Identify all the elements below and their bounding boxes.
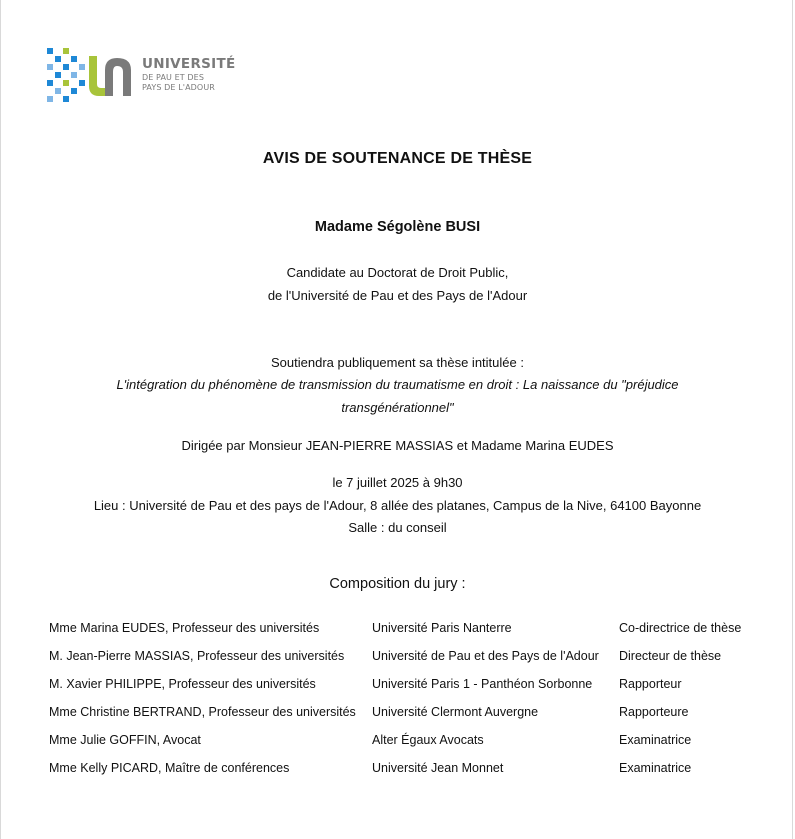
jury-member-role: Co-directrice de thèse bbox=[619, 621, 742, 635]
logo-line2: DE PAU ET DES bbox=[142, 72, 205, 82]
jury-row bbox=[1, 649, 794, 665]
jury-member-role: Rapporteur bbox=[619, 677, 682, 691]
jury-member-university: Université Clermont Auvergne bbox=[372, 705, 539, 719]
jury-member-name: M. Jean-Pierre MASSIAS, Professeur des universités bbox=[49, 649, 345, 663]
jury-row bbox=[1, 761, 794, 777]
logo-mark-icon bbox=[47, 46, 142, 108]
jury-row bbox=[1, 733, 794, 749]
logo-line3: PAYS DE L'ADOUR bbox=[142, 82, 215, 92]
thesis-title-line1: L'intégration du phénomène de transmission du traumatisme en droit : La naissance du "préjudice bbox=[116, 377, 679, 392]
candidate-status-line1: Candidate au Doctorat de Droit Public, bbox=[286, 265, 509, 280]
jury-member-name: M. Xavier PHILIPPE, Professeur des universités bbox=[49, 677, 316, 691]
supervisors: Dirigée par Monsieur JEAN-PIERRE MASSIAS et Madame Marina EUDES bbox=[181, 438, 614, 453]
notice-title: AVIS DE SOUTENANCE DE THÈSE bbox=[262, 150, 533, 167]
logo-line1: UNIVERSITÉ bbox=[142, 56, 236, 72]
thesis-title-line2: transgénérationnel" bbox=[341, 400, 454, 415]
jury-member-university: Université de Pau et des Pays de l'Adour bbox=[372, 649, 599, 663]
jury-member-name: Mme Marina EUDES, Professeur des universités bbox=[49, 621, 320, 635]
jury-row bbox=[1, 705, 794, 721]
jury-member-university: Université Jean Monnet bbox=[372, 761, 504, 775]
jury-member-university: Université Paris Nanterre bbox=[372, 621, 512, 635]
candidate-name: Madame Ségolène BUSI bbox=[314, 219, 481, 235]
jury-member-role: Directeur de thèse bbox=[619, 649, 722, 663]
jury-member-name: Mme Christine BERTRAND, Professeur des universités bbox=[49, 705, 356, 719]
defense-date: le 7 juillet 2025 à 9h30 bbox=[332, 475, 463, 490]
defense-location: Lieu : Université de Pau et des pays de l'Adour, 8 allée des platanes, Campus de la Nive, 64100 Bayonne bbox=[93, 498, 702, 513]
jury-member-university: Alter Égaux Avocats bbox=[372, 733, 484, 747]
university-logo bbox=[47, 46, 236, 108]
jury-member-name: Mme Julie GOFFIN, Avocat bbox=[49, 733, 201, 747]
candidate-status-line2: de l'Université de Pau et des Pays de l'Adour bbox=[267, 288, 528, 303]
thesis-intro: Soutiendra publiquement sa thèse intitulée : bbox=[271, 355, 524, 370]
jury-member-university: Université Paris 1 - Panthéon Sorbonne bbox=[372, 677, 593, 691]
jury-member-role: Examinatrice bbox=[619, 761, 692, 775]
jury-row bbox=[1, 621, 794, 637]
jury-member-role: Examinatrice bbox=[619, 733, 692, 747]
jury-member-name: Mme Kelly PICARD, Maître de conférences bbox=[49, 761, 290, 775]
logo-wordmark bbox=[142, 58, 236, 92]
jury-title: Composition du jury : bbox=[329, 576, 466, 592]
jury-row bbox=[1, 677, 794, 693]
defense-room: Salle : du conseil bbox=[348, 520, 447, 535]
jury-member-role: Rapporteure bbox=[619, 705, 689, 719]
